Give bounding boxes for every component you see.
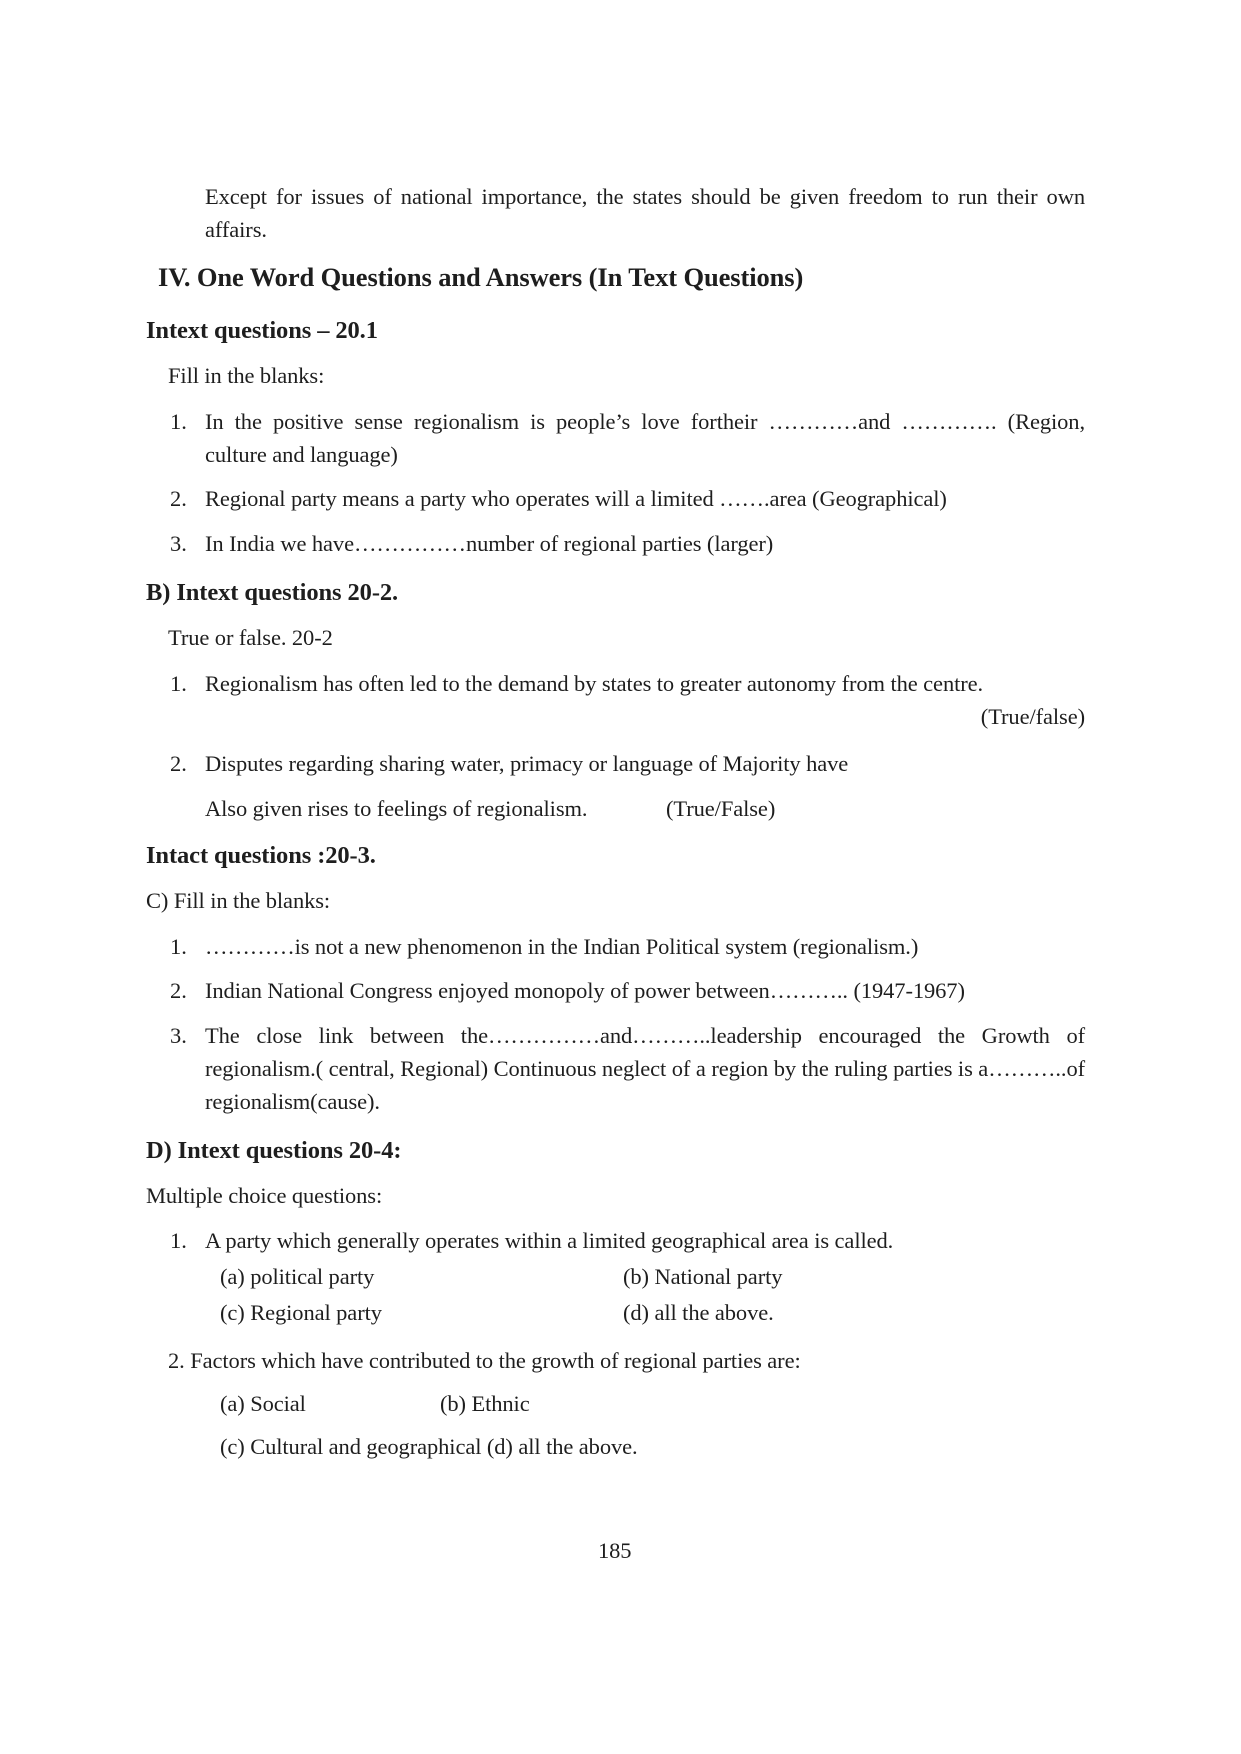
mcq-option: (c) Cultural and geographical (d) all the above. [220,1434,638,1459]
true-false-answer: (True/False) [666,796,776,821]
intext-20-1-heading: Intext questions – 20.1 [146,317,378,344]
mcq-option: (c) Regional party [220,1300,382,1325]
intext-20-4-instruction: Multiple choice questions: [146,1183,383,1208]
intext-20-1-instruction: Fill in the blanks: [168,363,325,388]
item-number: 2. [170,486,187,511]
fill-blank-item: …………is not a new phenomenon in the Indian Political system (regionalism.) [205,934,919,959]
intext-20-3-heading: Intact questions :20-3. [146,842,376,869]
fill-blank-item: In India we have……………number of regional parties (larger) [205,531,774,556]
mcq-option: (a) political party [220,1264,375,1289]
intext-20-4-heading: D) Intext questions 20-4: [146,1137,402,1164]
page-number: 185 [598,1538,632,1563]
mcq-option: (b) Ethnic [440,1391,530,1416]
intext-20-2-instruction: True or false. 20-2 [168,625,333,650]
mcq-option: (a) Social [220,1391,306,1416]
true-false-item: Disputes regarding sharing water, primacy or language of Majority have [205,751,849,776]
intext-20-2-heading: B) Intext questions 20-2. [146,579,399,606]
fill-blank-item: The close link between the……………and………..leadership encouraged the Growth of regionalism.( central, Regional) Continuous neglect of a region by the ruling parties is a………..of regionalism(cause). [205,1023,1085,1114]
item-number: 3. [170,531,187,556]
fill-blank-item: Indian National Congress enjoyed monopoly of power between……….. (1947-1967) [205,978,965,1003]
true-false-item-continuation: Also given rises to feelings of regionalism. [205,796,588,821]
item-number: 3. [170,1023,187,1048]
true-false-item: Regionalism has often led to the demand by states to greater autonomy from the centre. [205,671,984,696]
fill-blank-item: In the positive sense regionalism is people’s love fortheir …………and …………. (Region, culture and language) [205,409,1085,467]
intro-paragraph: Except for issues of national importance, the states should be given freedom to run their own affairs. [205,184,1085,242]
mcq-option: (d) all the above. [623,1300,774,1325]
section-iv-title: IV. One Word Questions and Answers (In Text Questions) [158,262,804,292]
mcq-question: 2. Factors which have contributed to the growth of regional parties are: [168,1348,801,1373]
true-false-answer: (True/false) [980,704,1085,729]
item-number: 2. [170,978,187,1003]
item-number: 2. [170,751,187,776]
item-number: 1. [170,934,187,959]
item-number: 1. [170,1228,187,1253]
item-number: 1. [170,671,187,696]
mcq-option: (b) National party [623,1264,783,1289]
fill-blank-item: Regional party means a party who operates will a limited …….area (Geographical) [205,486,947,511]
item-number: 1. [170,409,187,434]
intext-20-3-instruction: C) Fill in the blanks: [146,888,331,913]
mcq-question: A party which generally operates within a limited geographical area is called. [205,1228,894,1253]
